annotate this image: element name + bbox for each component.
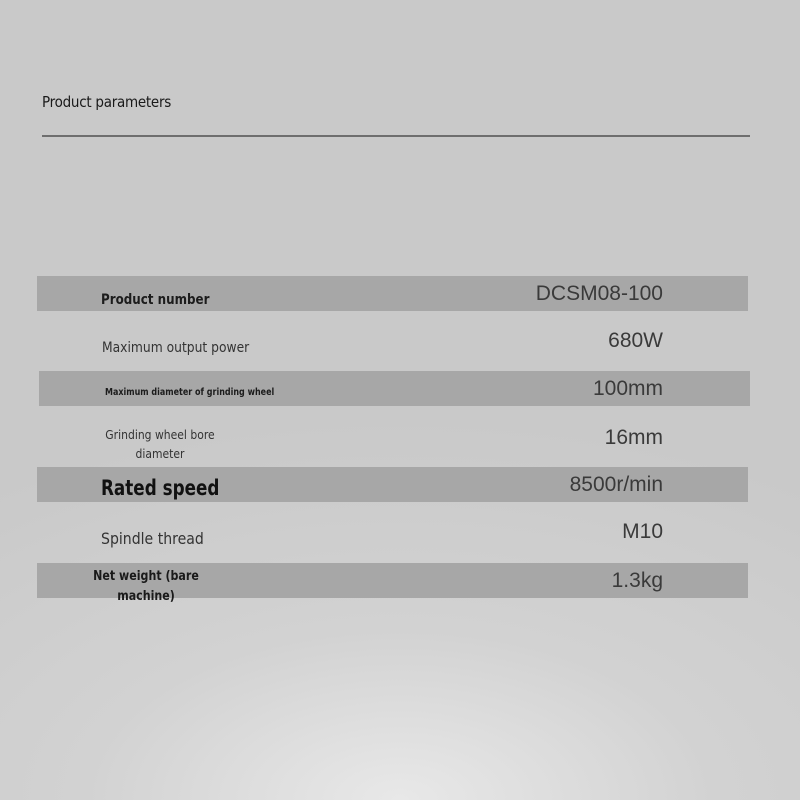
param-row-spindle-thread (37, 515, 748, 550)
param-label (91, 567, 202, 607)
param-value: 16mm (604, 426, 663, 449)
param-row-wheel-bore-diameter (37, 420, 748, 461)
param-row-max-output-power (37, 324, 748, 359)
param-label-line2: diameter (135, 447, 185, 461)
param-label: Product number (101, 292, 210, 308)
param-row-product-number (37, 276, 748, 311)
param-label: Spindle thread (101, 529, 204, 548)
param-label: Rated speed (101, 476, 220, 500)
param-value: M10 (622, 520, 663, 543)
page-title: Product parameters (42, 93, 171, 111)
param-value: 680W (608, 329, 663, 352)
param-value: DCSM08-100 (535, 282, 663, 305)
param-row-max-wheel-diameter (39, 371, 750, 406)
param-row-rated-speed (37, 467, 748, 502)
param-label-line2: machine) (117, 589, 175, 604)
param-value: 8500r/min (569, 473, 663, 496)
param-label: Maximum output power (102, 340, 250, 356)
param-label-line1: Net weight (bare (93, 569, 199, 584)
param-label (102, 426, 219, 464)
param-value: 100mm (592, 377, 663, 400)
param-label-line1: Grinding wheel bore (105, 428, 215, 442)
param-label: Maximum diameter of grinding wheel (105, 387, 275, 398)
param-row-net-weight (37, 563, 748, 604)
param-value: 1.3kg (611, 569, 663, 592)
header-divider (42, 135, 750, 137)
